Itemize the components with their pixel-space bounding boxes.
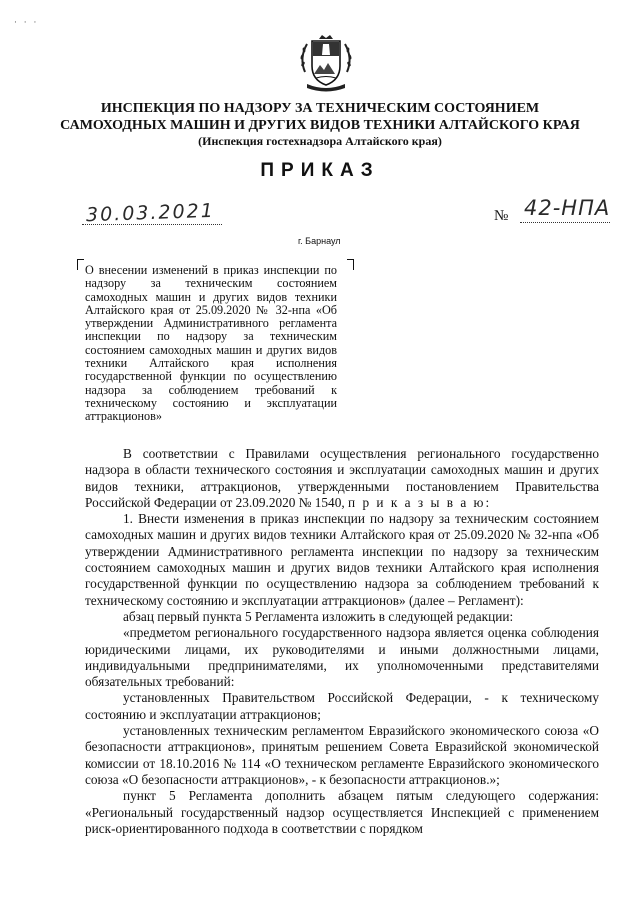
body-paragraph-1: 1. Внести изменения в приказ инспекции по надзору за техническим состоянием самоходных машин и других видов техники Алтайского края от 25.09.2020 № 32-нпа «Об утверждении Административного регламента инспекции по надзору за техническим состоянием самоходных машин и других видов техники Алтайского края исполнения государственной функции по осуществлению надзора за соблюдением требований к техническому состоянию и эксплуатации аттракционов» (далее – Регламент): (85, 511, 599, 608)
order-date: 30.03.2021 (85, 199, 216, 227)
subject-bracket-right (347, 259, 354, 270)
agency-name-line-1: ИНСПЕКЦИЯ ПО НАДЗОРУ ЗА ТЕХНИЧЕСКИМ СОСТОЯНИЕМ (100, 101, 540, 116)
body-paragraph-2: абзац первый пункта 5 Регламента изложить в следующей редакции: (123, 608, 514, 624)
agency-name-line-2: САМОХОДНЫХ МАШИН И ДРУГИХ ВИДОВ ТЕХНИКИ АЛТАЙСКОГО КРАЯ (60, 118, 580, 133)
body-paragraph-3: «предметом регионального государственного надзора является оценка соблюдения юридическими лицами, их руководителями и иными должностными лицами, индивидуальными предпринимателями, их уполномоченными представителями обязательных требований: (85, 625, 599, 690)
body-paragraph-4: установленных Правительством Российской Федерации, - к техническому состоянию и эксплуатации аттракционов; (85, 690, 599, 722)
body-paragraph-preamble (85, 446, 599, 511)
number-underline (520, 222, 610, 223)
order-directive: п р и к а з ы в а ю: (348, 494, 492, 510)
order-number-label: № (494, 208, 509, 224)
document-title: ПРИКАЗ (260, 160, 380, 181)
order-subject: О внесении изменений в приказ инспекции по надзору за техническим состоянием самоходных машин и других видов техники Алтайского края от 25.09.2020 № 32-нпа «Об утверждении Административного регламента инспекции по надзору за техническим состоянием самоходных машин и других видов техники Алтайского края исполнения государственной функции по осуществлению надзора за соблюдением требований к техническому состоянию и эксплуатации аттракционов» (85, 263, 337, 424)
order-body (85, 446, 599, 837)
altai-krai-coat-of-arms (295, 32, 357, 94)
body-paragraph-5: установленных техническим регламентом Евразийского экономического союза «О безопасности аттракционов», принятым решением Совета Евразийской экономической комиссии от 18.10.2016 № 114 «О техническом регламенте Евразийского экономического союза «О безопасности аттракционов», - к безопасности аттракционов.»; (85, 723, 599, 787)
corner-marks: · · · (14, 18, 39, 28)
city: г. Барнаул (298, 236, 341, 246)
body-paragraph-6: пункт 5 Регламента дополнить абзацем пятым следующего содержания: «Региональный государственный надзор осуществляется Инспекцией с применением риск-ориентированного подхода в соответствии с порядком (85, 788, 599, 836)
order-number: 42-НПА (524, 196, 611, 220)
date-underline (82, 224, 222, 225)
subject-bracket-left (77, 259, 84, 270)
preamble-text: В соответствии с Правилами осуществления регионального государственно надзора в области технического состояния и эксплуатации самоходных машин и других видов техники, аттракционов, утвержденными постановлением Правительства Российской Федерации от 23.09.2020 № 1540, (85, 446, 599, 510)
agency-short-name: (Инспекция гостехнадзора Алтайского края) (198, 134, 442, 148)
